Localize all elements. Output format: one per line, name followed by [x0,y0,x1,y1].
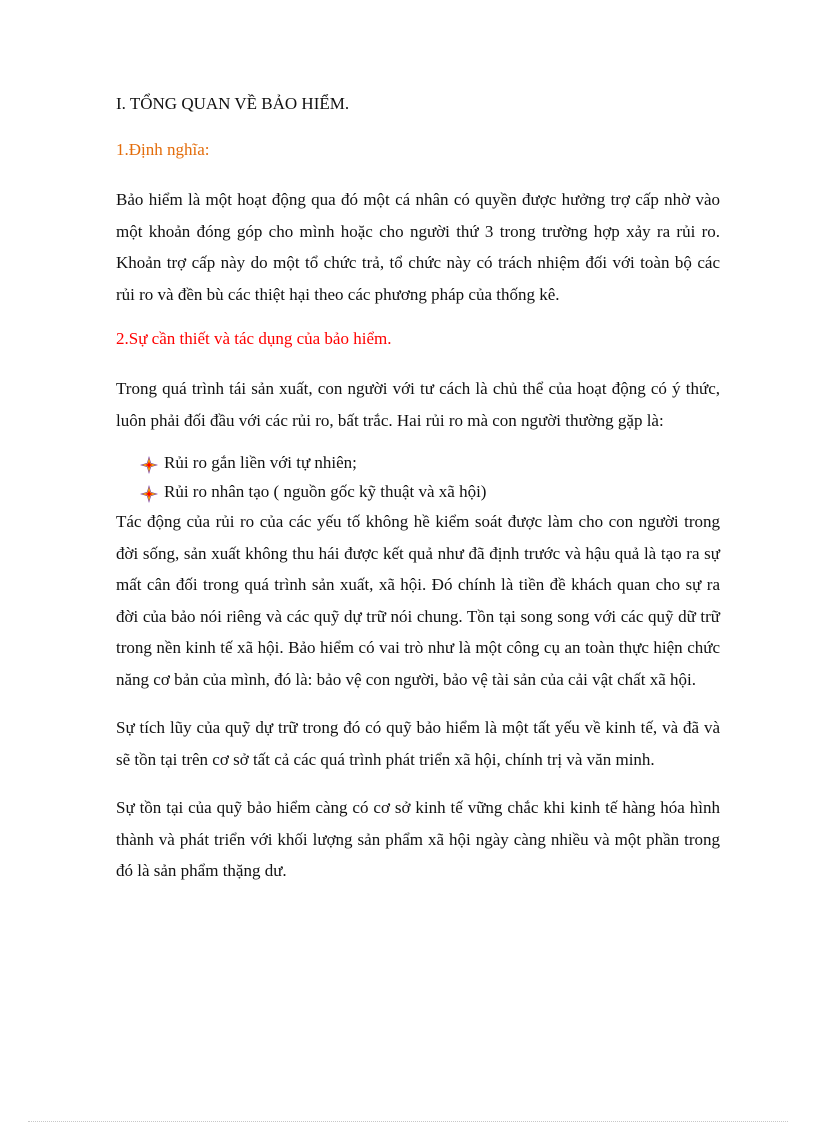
section-heading-necessity: 2.Sự cần thiết và tác dụng của bảo hiểm. [116,329,392,348]
document-page [116,92,720,887]
definition-paragraph: Bảo hiểm là một hoạt động qua đó một cá nhân có quyền được hưởng trợ cấp nhờ vào một khoản đóng góp cho mình hoặc cho người thứ 3 trong trường hợp xảy ra rủi ro. Khoản trợ cấp này do một tổ chức trả, tổ chức này có trách nhiệm đối với toàn bộ các rủi ro và đền bù các thiệt hại theo các phương pháp của thống kê. [116,190,720,304]
page-bottom-divider [28,1121,788,1122]
accumulation-paragraph: Sự tích lũy của quỹ dự trữ trong đó có quỹ bảo hiểm là một tất yếu về kinh tế, và đã và sẽ tồn tại trên cơ sở tất cả các quá trình phát triển xã hội, chính trị và văn minh. [116,718,720,769]
list-item [140,477,720,506]
impact-paragraph: Tác động của rủi ro của các yếu tố không hề kiểm soát được làm cho con người trong đời sống, sản xuất không thu hái được kết quả như đã định trước và hậu quả là tạo ra sự mất cân đối trong quá trình sản xuất, xã hội. Đó chính là tiền đề khách quan cho sự ra đời của bảo nói riêng và các quỹ dự trữ nói chung. Tồn tại song song với các quỹ dữ trữ trong nền kinh tế xã hội. Bảo hiểm có vai trò như là một công cụ an toàn thực hiện chức năng cơ bản của mình, đó là: bảo vệ con người, bảo vệ tài sản của cải vật chất xã hội. [116,512,720,689]
list-item-text: Rủi ro nhân tạo ( nguồn gốc kỹ thuật và xã hội) [164,482,487,501]
list-item [140,448,720,477]
four-point-star-icon [140,483,158,501]
list-item-text: Rủi ro gắn liền với tự nhiên; [164,453,357,472]
section-heading-definition: 1.Định nghĩa: [116,140,210,159]
risk-list [140,448,720,506]
four-point-star-icon [140,454,158,472]
necessity-intro-paragraph: Trong quá trình tái sản xuất, con người với tư cách là chủ thể của hoạt động có ý thức, luôn phải đối đầu với các rủi ro, bất trắc. Hai rủi ro mà con người thường gặp là: [116,379,720,430]
document-title: I. TỔNG QUAN VỀ BẢO HIỂM. [116,94,350,113]
existence-paragraph: Sự tồn tại của quỹ bảo hiểm càng có cơ sở kinh tế vững chắc khi kinh tế hàng hóa hình thành và phát triển với khối lượng sản phẩm xã hội ngày càng nhiều và một phần trong đó là sản phẩm thặng dư. [116,798,720,880]
